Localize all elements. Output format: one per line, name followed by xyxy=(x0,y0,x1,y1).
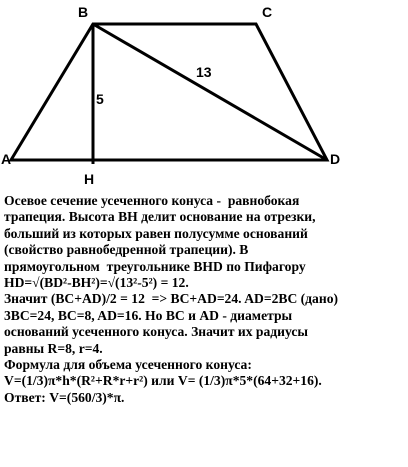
vertex-label-a: A xyxy=(1,151,12,167)
trapezoid-diagram xyxy=(0,0,408,192)
solution-line: трапеция. Высота BH делит основание на отрезки, xyxy=(4,209,316,225)
solution-line: прямоугольном треугольнике BHD по Пифагору xyxy=(4,258,306,274)
solution-line: (свойство равнобедренной трапеции). В xyxy=(4,242,249,258)
vertex-label-d: D xyxy=(330,151,341,167)
vertex-label-c: C xyxy=(262,4,273,20)
solution-line: оснований усеченного конуса. Значит их радиусы xyxy=(4,324,309,340)
vertex-label-h: H xyxy=(84,171,95,187)
height-measure-label: 5 xyxy=(96,91,104,107)
diagonal-measure-label: 13 xyxy=(196,64,212,80)
solution-line: Осевое сечение усеченного конуса - равнобокая xyxy=(4,193,300,208)
solution-line: больший из которых равен полусумме оснований xyxy=(4,225,308,241)
solution-line: HD=√(BD²-BH²)=√(13²-5²) = 12. xyxy=(4,275,189,291)
solution-line: равны R=8, r=4. xyxy=(4,340,103,356)
vertex-label-b: B xyxy=(78,4,89,20)
solution-line: 3BC=24, BC=8, AD=16. Но BC и AD - диаметры xyxy=(4,307,293,323)
solution-line: V=(1/3)π*h*(R²+R*r+r²) или V= (1/3)π*5*(64+32+16). xyxy=(4,373,322,389)
trapezoid-outline xyxy=(11,24,327,160)
solution-line: Значит (BC+AD)/2 = 12 => BC+AD=24. AD=2BC (дано) xyxy=(4,291,339,307)
solution-text xyxy=(4,193,406,406)
solution-answer: Ответ: V=(560/3)*π. xyxy=(4,389,125,405)
solution-line: Формула для объема усеченного конуса: xyxy=(4,357,252,373)
